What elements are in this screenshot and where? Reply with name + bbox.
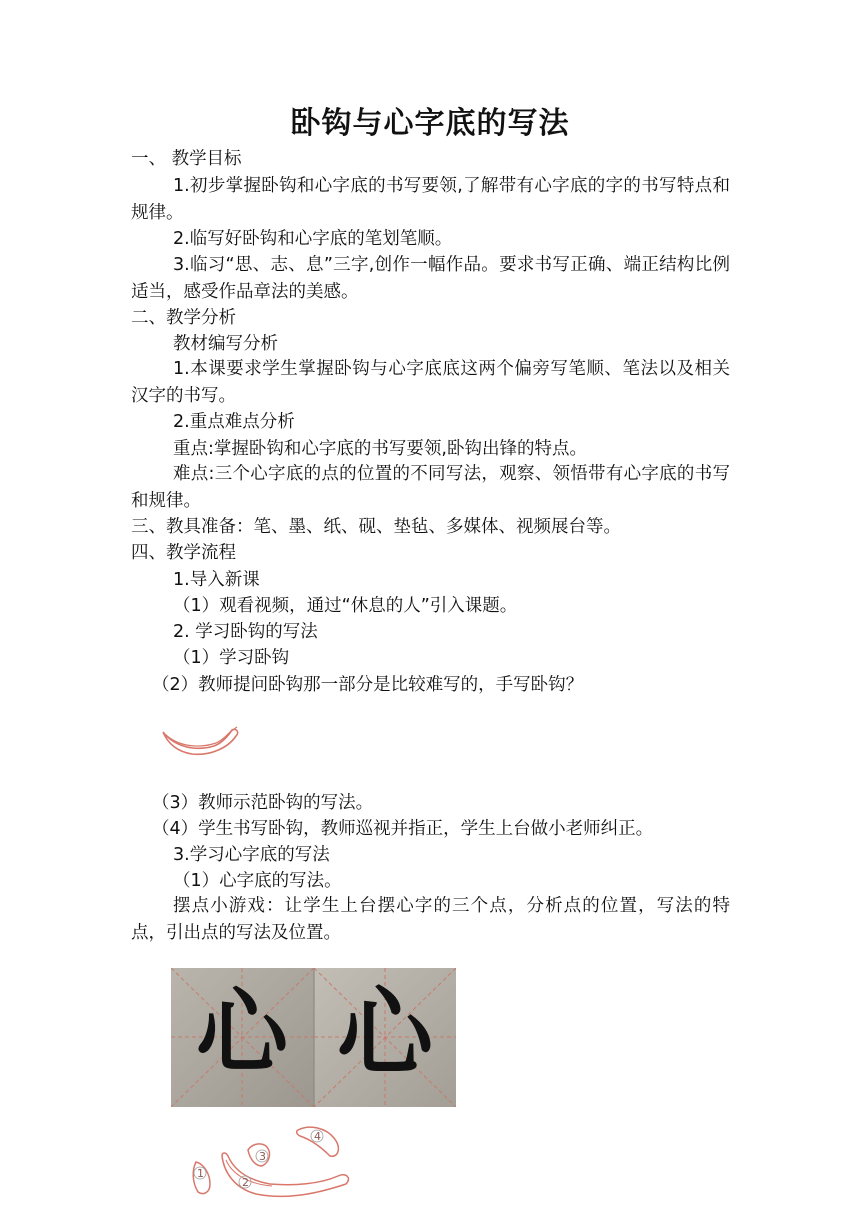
section-heading-process: 四、教学流程 bbox=[131, 543, 236, 563]
photo-char-right: 心 bbox=[337, 976, 433, 1089]
stroke-label-1: 1 bbox=[197, 1167, 204, 1180]
step-1: 1.导入新课 bbox=[173, 570, 260, 590]
wogou-stroke-sketch bbox=[160, 722, 242, 760]
section-heading-analysis: 二、教学分析 bbox=[131, 308, 236, 328]
stroke-label-2: 2 bbox=[242, 1176, 249, 1189]
wogou-outline-outer bbox=[163, 729, 238, 754]
step-3-1: （1）心字底的写法。 bbox=[173, 871, 342, 891]
section-heading-objectives: 一、 教学目标 bbox=[131, 149, 242, 169]
section-3-materials: 三、教具准备：笔、墨、纸、砚、垫毡、多媒体、视频展台等。 bbox=[131, 517, 621, 537]
step-2-3: （3）教师示范卧钩的写法。 bbox=[152, 793, 374, 813]
step-2-4: （4）学生书写卧钩，教师巡视并指正，学生上台做小老师纠正。 bbox=[152, 819, 654, 839]
step-1-1: （1）观看视频，通过“休息的人”引入课题。 bbox=[173, 596, 518, 616]
stroke-label-3: 3 bbox=[259, 1150, 266, 1163]
objective-2: 2.临写好卧钩和心字底的笔划笔顺。 bbox=[173, 229, 453, 249]
step-3: 3.学习心字底的写法 bbox=[173, 845, 330, 865]
wogou-2-outline bbox=[222, 1153, 348, 1196]
dot-game-paragraph: 摆点小游戏：让学生上台摆心字的三个点，分析点的位置，写法的特点，引出点的写法及位置。 bbox=[131, 896, 730, 943]
step-2-2: （2）教师提问卧钩那一部分是比较难写的，手写卧钩？ bbox=[152, 675, 584, 695]
calligraphy-photo bbox=[171, 968, 456, 1107]
photo-char-left: 心 bbox=[195, 978, 289, 1086]
subheading-textbook: 教材编写分析 bbox=[173, 334, 278, 354]
step-2-1: （1）学习卧钩 bbox=[173, 648, 290, 668]
analysis-1: 1.本课要求学生掌握卧钩与心字底底这两个偏旁写笔顺、笔法以及相关汉字的书写。 bbox=[131, 359, 730, 406]
objective-1: 1.初步掌握卧钩和心字底的书写要领,了解带有心字底的字的书写特点和规律。 bbox=[131, 176, 730, 223]
wogou-outline-inner bbox=[166, 732, 230, 746]
calligraphy-grid-paper bbox=[171, 968, 456, 1107]
stroke-label-4: 4 bbox=[314, 1130, 321, 1143]
key-point: 重点:掌握卧钩和心字底的书写要领,卧钩出锋的特点。 bbox=[173, 439, 587, 459]
xin-stroke-order-sketch bbox=[186, 1122, 358, 1204]
page-title: 卧钩与心字底的写法 bbox=[290, 106, 570, 141]
analysis-2: 2.重点难点分析 bbox=[173, 412, 295, 432]
difficulty: 难点:三个心字底的点的位置的不同写法，观察、领悟带有心字底的书写和规律。 bbox=[131, 464, 730, 511]
objective-3: 3.临习“思、志、息”三字,创作一幅作品。要求书写正确、端正结构比例适当，感受作品章法的美感。 bbox=[131, 255, 730, 302]
step-2: 2. 学习卧钩的写法 bbox=[173, 622, 318, 642]
